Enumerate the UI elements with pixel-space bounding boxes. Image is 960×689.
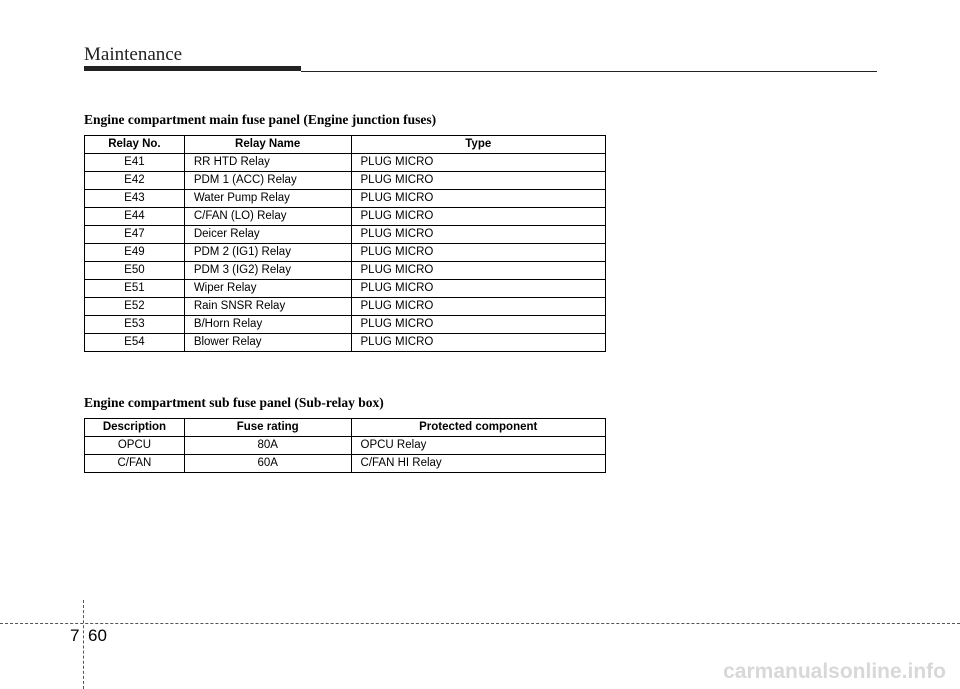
header-rule-thick <box>84 66 301 71</box>
relay-no: E51 <box>85 280 185 298</box>
relay-name: Deicer Relay <box>184 226 351 244</box>
fuse-description: OPCU <box>85 437 185 455</box>
relay-no: E50 <box>85 262 185 280</box>
protected-component: OPCU Relay <box>351 437 605 455</box>
footer-rule <box>0 623 960 624</box>
protected-component: C/FAN HI Relay <box>351 455 605 473</box>
page-number: 60 <box>88 626 107 645</box>
table-row <box>85 208 606 226</box>
relay-name: PDM 3 (IG2) Relay <box>184 262 351 280</box>
relay-no: E42 <box>85 172 185 190</box>
relay-name: PDM 2 (IG1) Relay <box>184 244 351 262</box>
chapter-number: 7 <box>70 626 80 645</box>
sub-fuse-panel-title: Engine compartment sub fuse panel (Sub-relay box) <box>84 395 384 410</box>
relay-name: Rain SNSR Relay <box>184 298 351 316</box>
main-fuse-panel-title: Engine compartment main fuse panel (Engine junction fuses) <box>84 112 437 127</box>
column-header: Fuse rating <box>184 419 351 437</box>
main-fuse-table <box>84 135 606 352</box>
relay-type: PLUG MICRO <box>351 298 606 316</box>
relay-type: PLUG MICRO <box>351 244 606 262</box>
sub-fuse-table <box>84 418 606 473</box>
table-row <box>85 455 606 473</box>
relay-type: PLUG MICRO <box>351 316 606 334</box>
relay-name: RR HTD Relay <box>184 154 351 172</box>
column-header: Type <box>351 136 606 154</box>
relay-no: E52 <box>85 298 185 316</box>
relay-no: E53 <box>85 316 185 334</box>
relay-type: PLUG MICRO <box>351 334 606 352</box>
relay-name: B/Horn Relay <box>184 316 351 334</box>
table-header-row <box>85 419 606 437</box>
table-row <box>85 172 606 190</box>
relay-name: Water Pump Relay <box>184 190 351 208</box>
relay-type: PLUG MICRO <box>351 154 606 172</box>
column-header: Relay Name <box>184 136 351 154</box>
relay-type: PLUG MICRO <box>351 172 606 190</box>
table-row <box>85 190 606 208</box>
relay-no: E44 <box>85 208 185 226</box>
relay-name: Wiper Relay <box>184 280 351 298</box>
fuse-rating: 60A <box>184 455 351 473</box>
table-row <box>85 298 606 316</box>
relay-no: E41 <box>85 154 185 172</box>
relay-name: PDM 1 (ACC) Relay <box>184 172 351 190</box>
page-header-title: Maintenance <box>84 44 183 65</box>
table-row <box>85 437 606 455</box>
watermark: carmanualsonline.info <box>723 660 946 683</box>
header-rule-thin <box>301 71 877 72</box>
table-header-row <box>85 136 606 154</box>
relay-type: PLUG MICRO <box>351 280 606 298</box>
relay-type: PLUG MICRO <box>351 190 606 208</box>
fuse-description: C/FAN <box>85 455 185 473</box>
table-row <box>85 334 606 352</box>
table-row <box>85 316 606 334</box>
relay-no: E43 <box>85 190 185 208</box>
column-header: Relay No. <box>85 136 185 154</box>
relay-type: PLUG MICRO <box>351 262 606 280</box>
table-row <box>85 262 606 280</box>
relay-no: E47 <box>85 226 185 244</box>
relay-no: E54 <box>85 334 185 352</box>
table-row <box>85 244 606 262</box>
fuse-rating: 80A <box>184 437 351 455</box>
footer-divider <box>83 600 84 689</box>
relay-type: PLUG MICRO <box>351 208 606 226</box>
relay-no: E49 <box>85 244 185 262</box>
relay-type: PLUG MICRO <box>351 226 606 244</box>
relay-name: C/FAN (LO) Relay <box>184 208 351 226</box>
table-row <box>85 280 606 298</box>
table-row <box>85 226 606 244</box>
column-header: Protected component <box>351 419 605 437</box>
relay-name: Blower Relay <box>184 334 351 352</box>
column-header: Description <box>85 419 185 437</box>
table-row <box>85 154 606 172</box>
